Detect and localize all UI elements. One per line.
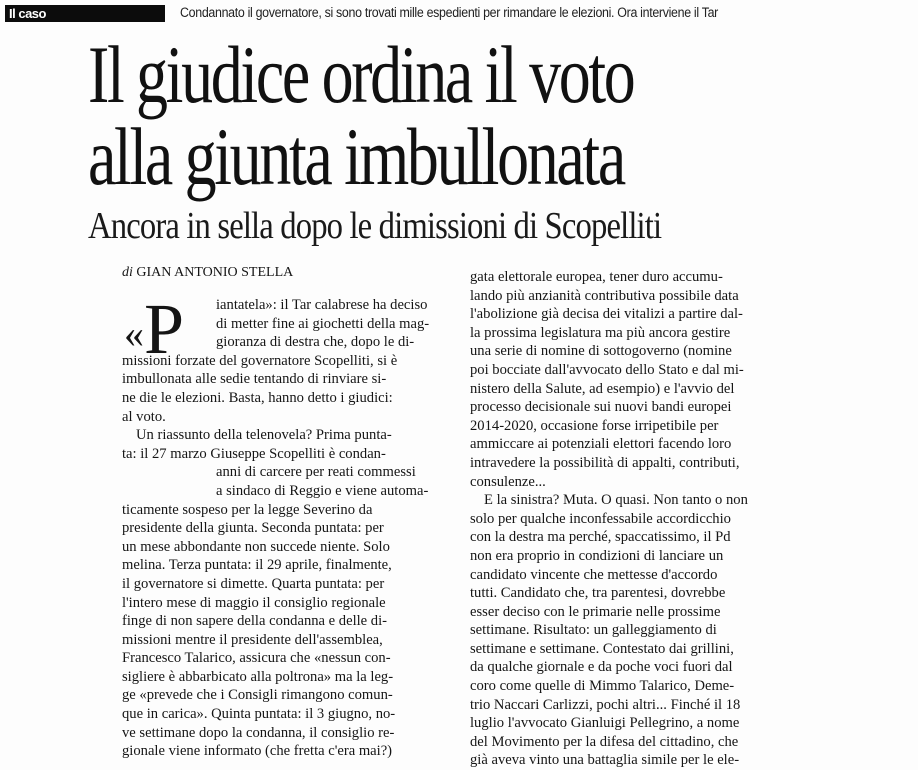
article-line: a sindaco di Reggio e viene automa- (216, 482, 429, 499)
article-line: coro come quelle di Mimmo Talarico, Deme- (470, 678, 735, 695)
article-line: iantatela»: il Tar calabrese ha deciso (216, 297, 428, 313)
article-line: settimane e settimane. Contestato dai grillini, (470, 640, 734, 657)
article-line: già aveva vinto una battaglia simile per le ele- (470, 752, 740, 769)
article-line: melina. Terza puntata: il 29 aprile, finalmente, (122, 557, 392, 574)
article-line: imbullonata alle sedie tentando di rinviare si- (122, 371, 387, 388)
article-line: non era proprio in condizioni di lanciare un (470, 547, 724, 564)
headline (88, 29, 634, 202)
article-line: intravedere la possibilità di appalti, contributi, (470, 454, 740, 471)
article-line: esser deciso con le primarie nelle prossime (470, 603, 721, 620)
article-line: un mese abbondante non succede niente. Solo (122, 538, 390, 555)
article-line: sigliere è abbarbicato alla poltrona» ma la leg- (122, 668, 394, 685)
article-line: l'abolizione già decisa dei vitalizi a partire dal- (470, 306, 743, 323)
article-line: processo decisionale sui nuovi bandi europei (470, 399, 732, 416)
article-line: E la sinistra? Muta. O quasi. Non tanto o non (484, 492, 748, 509)
article-line: l'intero mese di maggio il consiglio regionale (122, 594, 386, 611)
article-line: solo per qualche inconfessabile accordicchio (470, 510, 731, 527)
article-line: ammiccare ai potenziali elettori facendo loro (470, 436, 732, 453)
article-line: ta: il 27 marzo Giuseppe Scopelliti è condan- (122, 445, 386, 462)
article-line: Francesco Talarico, assicura che «nessun con- (122, 650, 391, 667)
article-line: settimane. Risultato: un galleggiamento di (470, 622, 717, 639)
article-line: nistero della Salute, ad esempio) e l'avvio del (470, 380, 735, 397)
article-line: trio Naccari Carlizzi, pochi altri... Finché il 18 (470, 696, 741, 713)
article-line: finge di non sapere della condanna e delle di- (122, 613, 388, 630)
drop-cap-quote: « (124, 311, 144, 356)
drop-cap-letter: P (144, 289, 185, 369)
article-line: di metter fine ai giochetti della mag- (216, 315, 430, 332)
article-line: al voto. (122, 408, 166, 425)
article-line: Un riassunto della telenovela? Prima punta- (136, 427, 392, 444)
article-line: del Movimento per la difesa del cittadino, che (470, 733, 739, 750)
article-line: que in carica». Quinta puntata: il 3 giugno, no- (122, 706, 396, 723)
headline-line-2: alla giunta imbullonata (88, 111, 624, 202)
article-line: poi bocciate dall'avvocato dello Stato e dal mi- (470, 361, 744, 378)
section-kicker-badge (5, 5, 165, 22)
article-line: anni di carcere per reati commessi (216, 464, 416, 481)
article-column-left (122, 296, 456, 761)
article-line: con la destra ma perché, spaccatissimo, il Pd (470, 529, 731, 546)
article-column-right (470, 268, 816, 770)
article-line: 2014-2020, occasione forse irripetibile per (470, 417, 719, 434)
article-line: missioni forzate del governatore Scopelliti, si è (122, 352, 398, 369)
article-line: lando più anzianità contributiva possibile data (470, 287, 739, 304)
article-line: ge «prevede che i Consigli rimangono comun- (122, 687, 393, 704)
article-line: da qualche giornale e da poche voci fuori dal (470, 659, 733, 676)
article-line: missioni mentre il presidente dell'assemblea, (122, 631, 383, 648)
article-line: ve settimane dopo la condanna, il consiglio re- (122, 724, 395, 741)
article-line: presidente della giunta. Seconda puntata: per (122, 520, 384, 537)
article-line: candidato vincente che mettesse d'accordo (470, 566, 718, 583)
article-line: tutti. Candidato che, tra parentesi, dovrebbe (470, 585, 726, 602)
article-line: una serie di nomine di sottogoverno (nomine (470, 343, 732, 360)
article-line: luglio l'avvocato Gianluigi Pellegrino, a nome (470, 715, 740, 732)
article-line: consulenze... (470, 473, 546, 490)
article-line: gioranza di destra che, dopo le di- (216, 334, 415, 351)
kicker-label: Il caso (9, 6, 46, 21)
article-line: ticamente sospeso per la legge Severino da (122, 501, 373, 518)
headline-line-1: Il giudice ordina il voto (88, 29, 634, 120)
byline-prefix: di (122, 265, 133, 280)
kicker-summary: Condannato il governatore, si sono trovati mille espedienti per rimandare le elezioni. Ora interviene il Tar (180, 5, 719, 20)
article-line: ne die le elezioni. Basta, hanno detto i giudici: (122, 389, 393, 406)
article-line: il governatore si dimette. Quarta puntata: per (122, 575, 385, 592)
article-line: gata elettorale europea, tener duro accumu- (470, 269, 723, 285)
byline (122, 265, 293, 281)
article-line: la prossima legislatura ma più ancora gestire (470, 324, 731, 341)
article-line: gionale viene informato (che fretta c'era mai?) (122, 743, 393, 760)
subheadline: Ancora in sella dopo le dimissioni di Scopelliti (88, 205, 662, 247)
byline-author: GIAN ANTONIO STELLA (136, 265, 294, 280)
